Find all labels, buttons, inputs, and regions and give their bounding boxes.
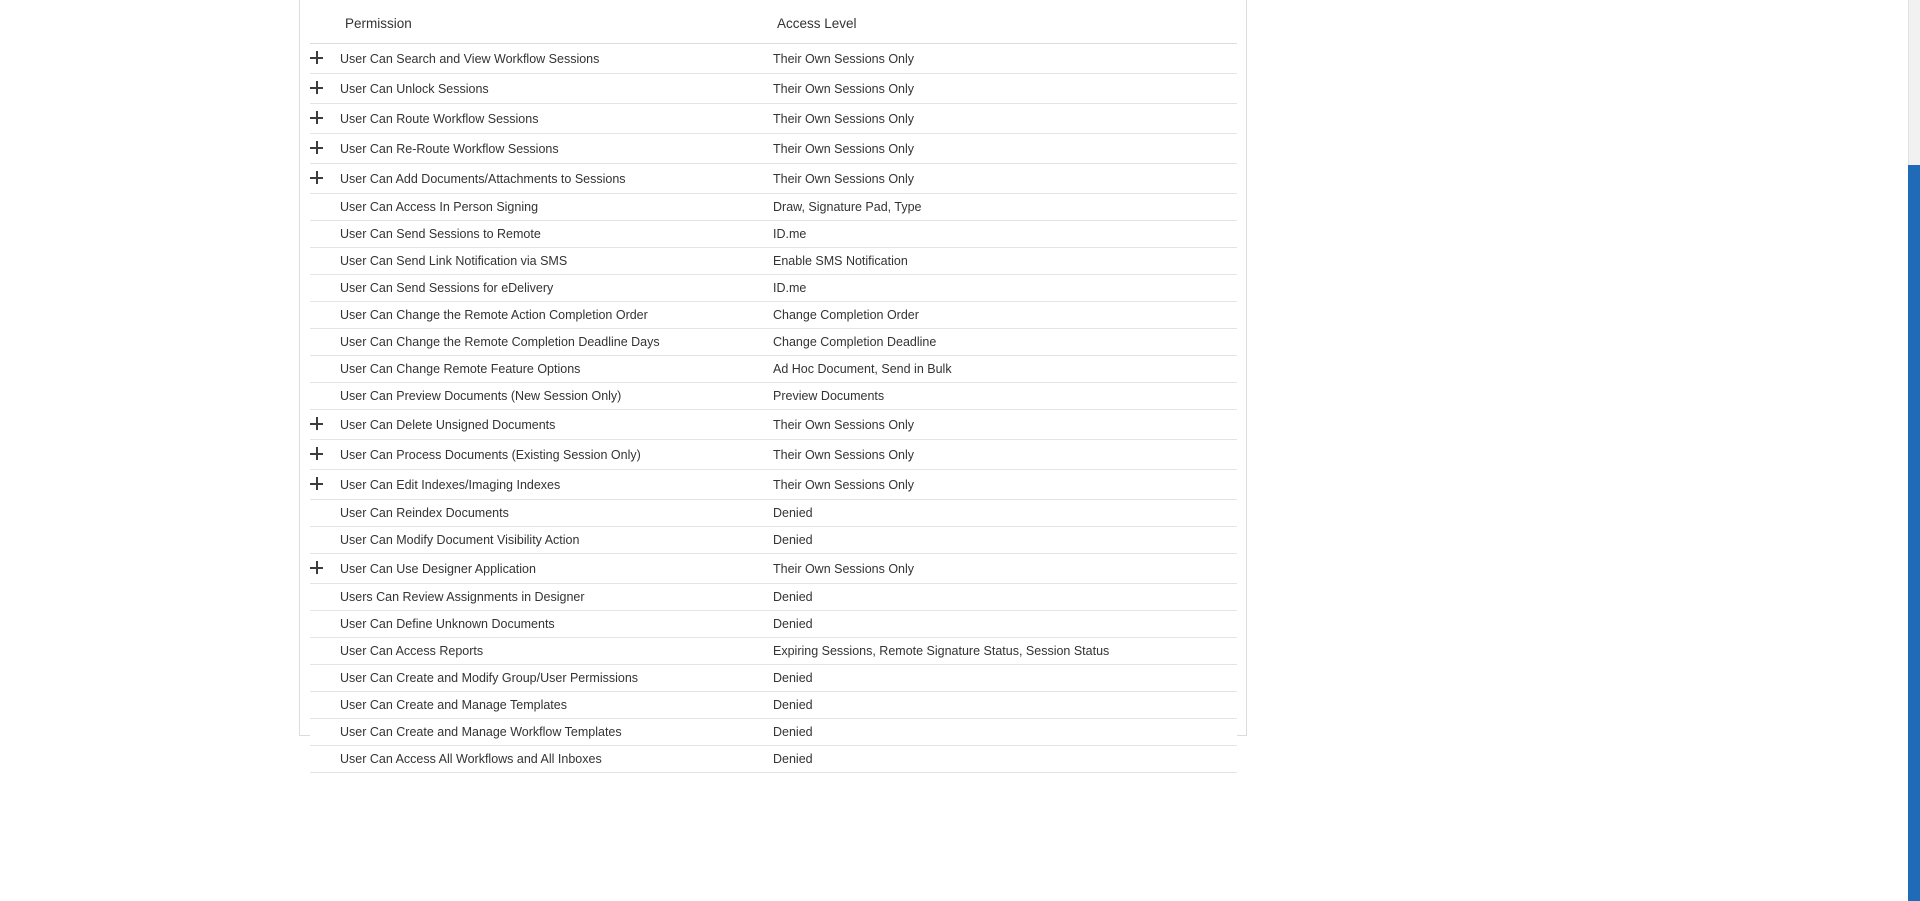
- access-level-value: Their Own Sessions Only: [773, 561, 915, 576]
- plus-icon[interactable]: [310, 141, 323, 154]
- permission-label: User Can Send Link Notification via SMS: [340, 254, 568, 268]
- page-scrollbar-track[interactable]: [1908, 0, 1920, 901]
- plus-icon[interactable]: [310, 171, 323, 184]
- row-expander-cell: [310, 719, 340, 746]
- row-expander-cell[interactable]: [310, 74, 340, 104]
- access-level-value: Their Own Sessions Only: [773, 477, 915, 492]
- permission-label: User Can Change Remote Feature Options: [340, 362, 581, 376]
- plus-icon[interactable]: [310, 477, 323, 490]
- permission-label: User Can Unlock Sessions: [340, 81, 489, 96]
- access-level-value: Their Own Sessions Only: [773, 111, 915, 126]
- table-row: [310, 410, 1237, 440]
- plus-icon[interactable]: [310, 51, 323, 64]
- permission-label: User Can Send Sessions to Remote: [340, 227, 541, 241]
- access-level-value: Denied: [773, 617, 813, 631]
- table-row: [310, 248, 1237, 275]
- table-row: [310, 665, 1237, 692]
- permission-label: User Can Process Documents (Existing Session Only): [340, 447, 641, 462]
- access-level-value: Change Completion Deadline: [773, 335, 937, 349]
- row-expander-cell: [310, 638, 340, 665]
- access-level-value: Change Completion Order: [773, 308, 919, 322]
- table-row: [310, 44, 1237, 74]
- table-row: [310, 356, 1237, 383]
- row-expander-cell[interactable]: [310, 164, 340, 194]
- page-scrollbar-thumb[interactable]: [1908, 165, 1920, 901]
- table-row: [310, 719, 1237, 746]
- permission-label: User Can Change the Remote Completion Deadline Days: [340, 335, 660, 349]
- table-row: [310, 164, 1237, 194]
- row-expander-cell: [310, 302, 340, 329]
- access-level-value: Denied: [773, 506, 813, 520]
- row-expander-cell: [310, 221, 340, 248]
- access-level-value: Denied: [773, 671, 813, 685]
- permissions-table-header: [310, 10, 1237, 44]
- column-header-permission: Permission: [340, 10, 773, 44]
- row-expander-cell: [310, 746, 340, 773]
- permission-label: User Can Delete Unsigned Documents: [340, 417, 556, 432]
- permission-label: User Can Access Reports: [340, 644, 484, 658]
- table-row: [310, 611, 1237, 638]
- access-level-value: Denied: [773, 533, 813, 547]
- table-row: [310, 746, 1237, 773]
- row-expander-cell: [310, 356, 340, 383]
- row-expander-cell[interactable]: [310, 44, 340, 74]
- table-row: [310, 692, 1237, 719]
- row-expander-cell: [310, 194, 340, 221]
- permission-label: User Can Search and View Workflow Sessions: [340, 51, 600, 66]
- access-level-value: Their Own Sessions Only: [773, 81, 915, 96]
- permission-label: User Can Access All Workflows and All Inboxes: [340, 752, 602, 766]
- permission-label: User Can Edit Indexes/Imaging Indexes: [340, 477, 561, 492]
- table-header-row: [310, 10, 1237, 44]
- permission-label: User Can Route Workflow Sessions: [340, 111, 539, 126]
- access-level-value: ID.me: [773, 281, 807, 295]
- table-row: [310, 275, 1237, 302]
- table-row: [310, 329, 1237, 356]
- plus-icon[interactable]: [310, 561, 323, 574]
- column-header-expander: [310, 10, 340, 44]
- table-row: [310, 440, 1237, 470]
- access-level-value: ID.me: [773, 227, 807, 241]
- row-expander-cell: [310, 611, 340, 638]
- table-row: [310, 302, 1237, 329]
- row-expander-cell: [310, 584, 340, 611]
- row-expander-cell[interactable]: [310, 440, 340, 470]
- permissions-table-body: [310, 44, 1237, 773]
- table-row: [310, 638, 1237, 665]
- access-level-value: Draw, Signature Pad, Type: [773, 200, 922, 214]
- permission-label: User Can Define Unknown Documents: [340, 617, 555, 631]
- access-level-value: Ad Hoc Document, Send in Bulk: [773, 362, 952, 376]
- row-expander-cell: [310, 383, 340, 410]
- row-expander-cell: [310, 527, 340, 554]
- permission-label: Users Can Review Assignments in Designer: [340, 590, 585, 604]
- row-expander-cell[interactable]: [310, 470, 340, 500]
- row-expander-cell: [310, 665, 340, 692]
- table-row: [310, 221, 1237, 248]
- table-row: [310, 584, 1237, 611]
- table-row: [310, 470, 1237, 500]
- plus-icon[interactable]: [310, 111, 323, 124]
- access-level-value: Expiring Sessions, Remote Signature Status, Session Status: [773, 644, 1110, 658]
- access-level-value: Denied: [773, 752, 813, 766]
- row-expander-cell: [310, 500, 340, 527]
- table-row: [310, 134, 1237, 164]
- table-row: [310, 74, 1237, 104]
- permission-label: User Can Use Designer Application: [340, 561, 536, 576]
- permissions-panel: [299, 0, 1247, 766]
- table-row: [310, 527, 1237, 554]
- permission-label: User Can Create and Manage Workflow Templates: [340, 725, 622, 739]
- permission-label: User Can Preview Documents (New Session Only): [340, 389, 622, 403]
- access-level-value: Preview Documents: [773, 389, 885, 403]
- row-expander-cell: [310, 329, 340, 356]
- access-level-value: Denied: [773, 725, 813, 739]
- plus-icon[interactable]: [310, 447, 323, 460]
- permission-label: User Can Access In Person Signing: [340, 200, 539, 214]
- access-level-value: Their Own Sessions Only: [773, 141, 915, 156]
- table-row: [310, 383, 1237, 410]
- access-level-value: Denied: [773, 590, 813, 604]
- row-expander-cell: [310, 692, 340, 719]
- column-header-access-level: Access Level: [773, 10, 1237, 44]
- row-expander-cell[interactable]: [310, 410, 340, 440]
- row-expander-cell[interactable]: [310, 104, 340, 134]
- table-row: [310, 194, 1237, 221]
- access-level-value: Their Own Sessions Only: [773, 51, 915, 66]
- permission-label: User Can Create and Modify Group/User Permissions: [340, 671, 639, 685]
- permission-label: User Can Modify Document Visibility Action: [340, 533, 580, 547]
- row-expander-cell[interactable]: [310, 554, 340, 584]
- table-row: [310, 104, 1237, 134]
- row-expander-cell: [310, 248, 340, 275]
- permission-label: User Can Reindex Documents: [340, 506, 509, 520]
- table-row: [310, 554, 1237, 584]
- table-row: [310, 500, 1237, 527]
- permission-label: User Can Send Sessions for eDelivery: [340, 281, 554, 295]
- access-level-value: Enable SMS Notification: [773, 254, 908, 268]
- permission-label: User Can Add Documents/Attachments to Sessions: [340, 171, 626, 186]
- plus-icon[interactable]: [310, 417, 323, 430]
- permission-label: User Can Create and Manage Templates: [340, 698, 567, 712]
- access-level-value: Their Own Sessions Only: [773, 171, 915, 186]
- access-level-value: Their Own Sessions Only: [773, 447, 915, 462]
- permissions-table: [310, 10, 1237, 773]
- plus-icon[interactable]: [310, 81, 323, 94]
- access-level-value: Denied: [773, 698, 813, 712]
- permission-label: User Can Re-Route Workflow Sessions: [340, 141, 559, 156]
- access-level-value: Their Own Sessions Only: [773, 417, 915, 432]
- row-expander-cell[interactable]: [310, 134, 340, 164]
- row-expander-cell: [310, 275, 340, 302]
- permission-label: User Can Change the Remote Action Completion Order: [340, 308, 648, 322]
